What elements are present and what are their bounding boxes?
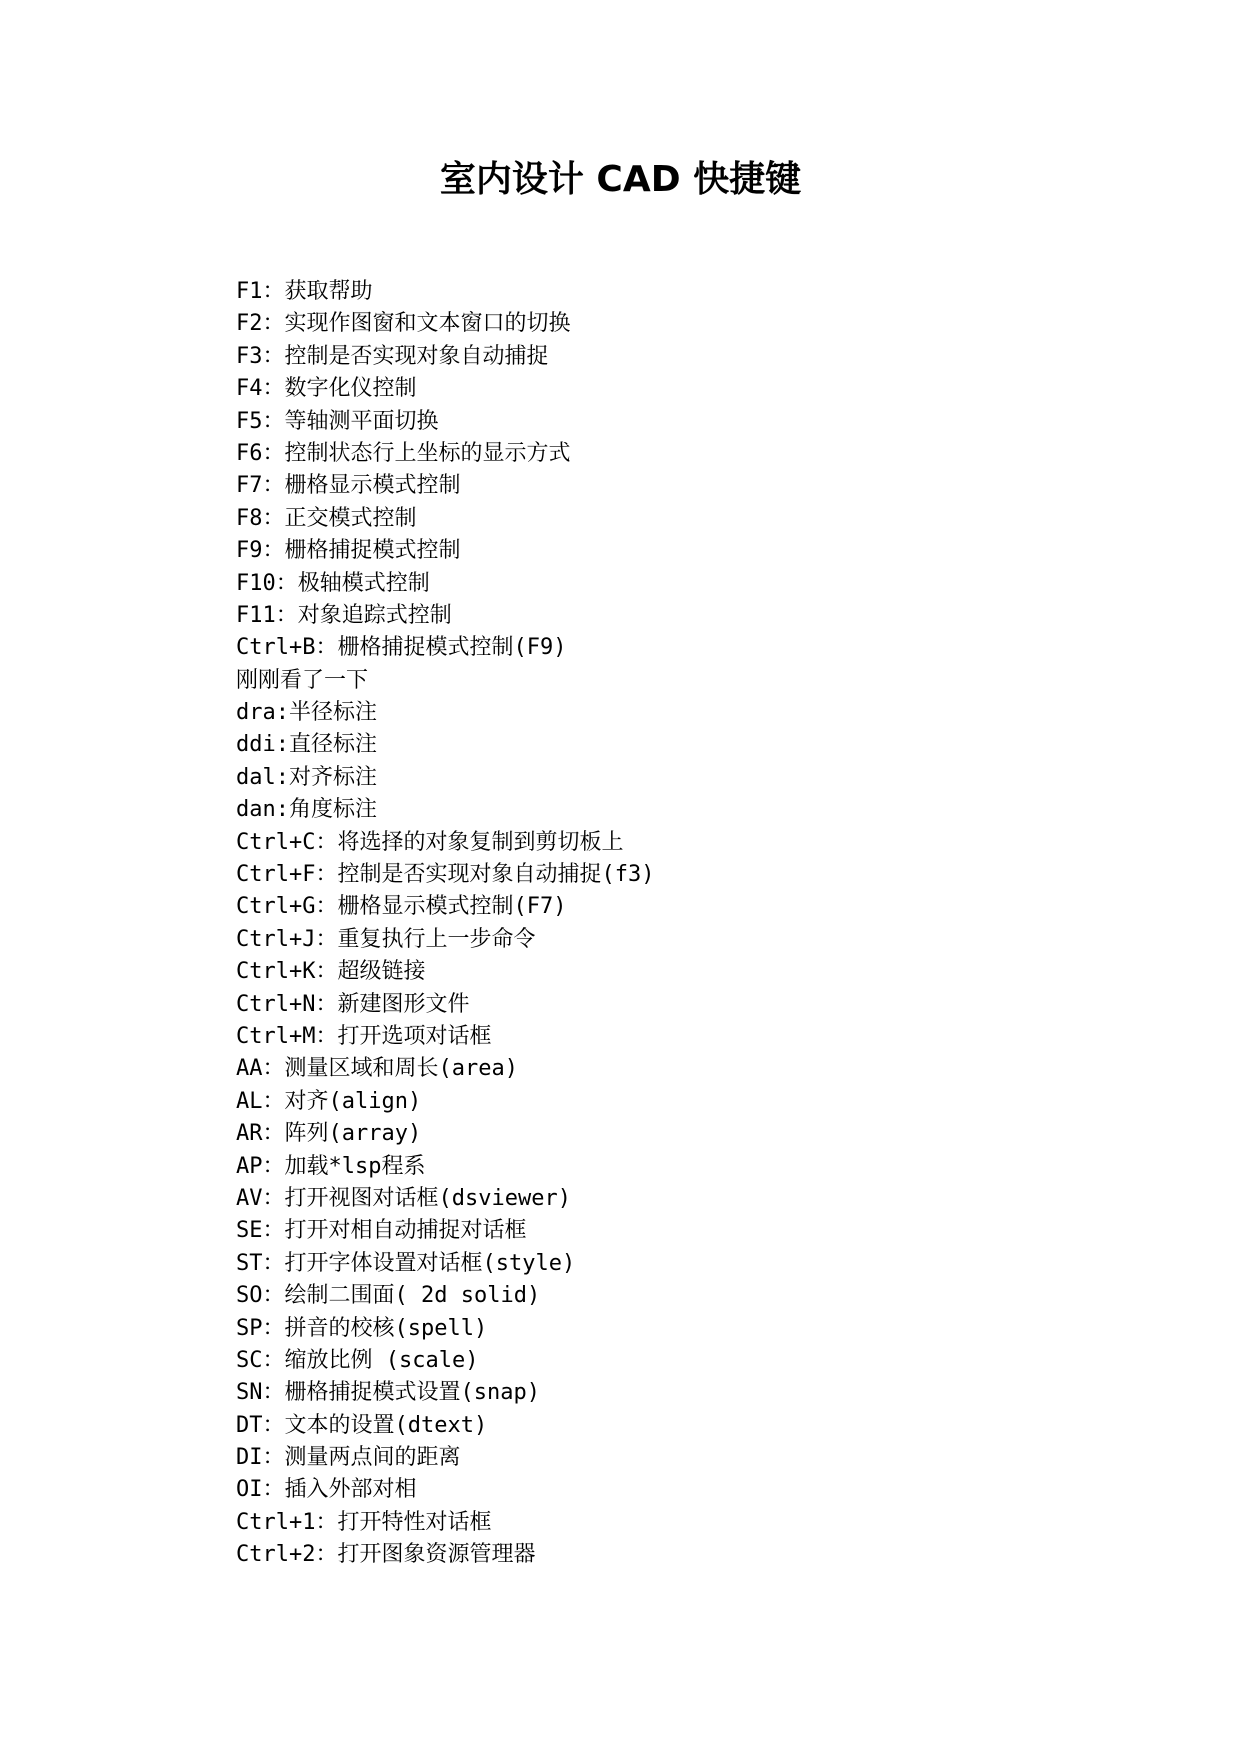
shortcut-line: DI：测量两点间的距离 <box>236 1445 461 1471</box>
shortcut-line: Ctrl+2：打开图象资源管理器 <box>236 1542 536 1568</box>
shortcut-line: F10：极轴模式控制 <box>236 570 430 596</box>
shortcut-line: F5：等轴测平面切换 <box>236 408 439 434</box>
shortcut-line: Ctrl+K：超级链接 <box>236 959 426 985</box>
shortcut-line: F2：实现作图窗和文本窗口的切换 <box>236 311 571 337</box>
shortcut-line: Ctrl+B：栅格捕捉模式控制(F9) <box>236 635 567 661</box>
shortcut-line: SE：打开对相自动捕捉对话框 <box>236 1218 527 1244</box>
shortcut-line: F9：栅格捕捉模式控制 <box>236 538 461 564</box>
shortcut-line: Ctrl+1：打开特性对话框 <box>236 1509 492 1535</box>
shortcut-line: F7：栅格显示模式控制 <box>236 473 461 499</box>
shortcut-line: AR：阵列(array) <box>236 1121 422 1147</box>
shortcut-line: OI：插入外部对相 <box>236 1477 417 1503</box>
shortcut-line: F8：正交模式控制 <box>236 505 417 531</box>
shortcut-line: Ctrl+N：新建图形文件 <box>236 991 470 1017</box>
shortcut-line: DT：文本的设置(dtext) <box>236 1412 488 1438</box>
shortcut-line: dal:对齐标注 <box>236 764 377 790</box>
page-title: 室内设计 CAD 快捷键 <box>439 159 802 200</box>
shortcut-line: Ctrl+G：栅格显示模式控制(F7) <box>236 894 567 920</box>
shortcut-line: AV：打开视图对话框(dsviewer) <box>236 1185 571 1211</box>
shortcut-line: 刚刚看了一下 <box>236 667 369 693</box>
shortcut-line: AA：测量区域和周长(area) <box>236 1056 518 1082</box>
shortcut-line: F4：数字化仪控制 <box>236 376 417 402</box>
shortcut-line: F6：控制状态行上坐标的显示方式 <box>236 440 571 466</box>
shortcut-line: ST：打开字体设置对话框(style) <box>236 1250 576 1276</box>
shortcut-line: SO：绘制二围面( 2d solid) <box>236 1283 541 1309</box>
shortcut-line: Ctrl+J：重复执行上一步命令 <box>236 926 536 952</box>
shortcut-line: Ctrl+F：控制是否实现对象自动捕捉(f3) <box>236 862 655 888</box>
shortcut-line: F3：控制是否实现对象自动捕捉 <box>236 343 549 369</box>
shortcut-line: AL：对齐(align) <box>236 1088 422 1114</box>
shortcut-line: SC：缩放比例 (scale) <box>236 1347 479 1373</box>
shortcut-line: Ctrl+M：打开选项对话框 <box>236 1023 492 1049</box>
shortcut-line: dan:角度标注 <box>236 797 377 823</box>
shortcut-line: AP：加载*lsp程系 <box>236 1153 426 1179</box>
shortcut-line: F11：对象追踪式控制 <box>236 602 452 628</box>
shortcut-list <box>236 276 654 1572</box>
shortcut-line: F1：获取帮助 <box>236 279 373 304</box>
shortcut-line: SN：栅格捕捉模式设置(snap) <box>236 1380 540 1406</box>
shortcut-line: SP：拼音的校核(spell) <box>236 1315 488 1341</box>
shortcut-line: dra:半径标注 <box>236 700 377 726</box>
shortcut-line: ddi:直径标注 <box>236 732 377 758</box>
shortcut-line: Ctrl+C：将选择的对象复制到剪切板上 <box>236 829 624 855</box>
